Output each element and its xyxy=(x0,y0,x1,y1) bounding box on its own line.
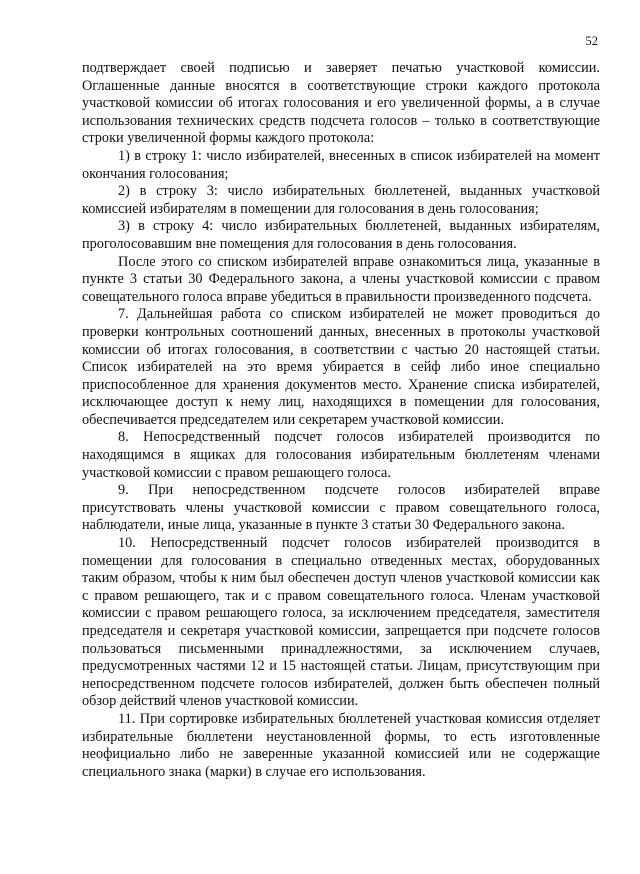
list-item-line-4: 3) в строку 4: число избирательных бюллетеней, выданных избирателям, проголосовавшим вне помещения для голосования в день голосования. xyxy=(82,218,600,252)
list-item-line-1: 1) в строку 1: число избирателей, внесенных в список избирателей на момент окончания голосования; xyxy=(82,147,600,182)
paragraph-clause-8: 8. Непосредственный подсчет голосов избирателей производится по находящимся в ящиках для голосования избирательным бюллетеням членами участковой комиссии с правом решающего голоса. xyxy=(82,429,600,481)
page-number: 52 xyxy=(585,34,598,48)
list-item-line-3: 2) в строку 3: число избирательных бюллетеней, выданных участковой комиссией избирателям в помещении для голосования в день голосования; xyxy=(82,183,600,217)
paragraph-clause-7: 7. Дальнейшая работа со списком избирателей не может проводиться до проверки контрольных соотношений данных, внесенных в протоколы участковой комиссии об итогах голосования, в соответствии с частью 20 настоящей статьи. Список избирателей на это время убирается в сейф либо иное специально приспособленное для хранения документов место. Хранение списка избирателей, исключающее доступ к нему лиц, находящихся в помещении для голосования, обеспечивается председателем или секретарем участковой комиссии. xyxy=(82,306,600,428)
paragraph-review-list: После этого со списком избирателей вправе ознакомиться лица, указанные в пункте 3 статьи 30 Федерального закона, а члены участковой комиссии с правом совещательного голоса вправе убедиться в правильности произведенного подсчета. xyxy=(82,253,600,305)
paragraph-clause-10: 10. Непосредственный подсчет голосов избирателей производится в помещении для голосования в специально отведенных местах, оборудованных таким образом, чтобы к ним был обеспечен доступ членов участковой комиссии как с правом решающего, так и с правом совещательного голоса. Членам участковой комиссии с правом решающего голоса, за исключением председателя, заместителя председателя и секретаря участковой комиссии, запрещается при подсчете голосов пользоваться письменными принадлежностями, за исключением случаев, предусмотренных частями 12 и 15 настоящей статьи. Лицам, присутствующим при непосредственном подсчете голосов избирателей, должен быть обеспечен полный обзор действий членов участковой комиссии. xyxy=(82,535,600,710)
paragraph-continuation: подтверждает своей подписью и заверяет печатью участковой комиссии. Оглашенные данные вносятся в соответствующие строки каждого протокола участковой комиссии об итогах голосования и его увеличенной формы, а в случае использования технических средств подсчета голосов – только в соответствующие строки увеличенной формы каждого протокола: xyxy=(82,60,600,147)
document-body xyxy=(82,60,600,781)
paragraph-clause-9: 9. При непосредственном подсчете голосов избирателей вправе присутствовать члены участковой комиссии с правом совещательного голоса, наблюдатели, иные лица, указанные в пункте 3 статьи 30 Федерального закона. xyxy=(82,482,600,534)
paragraph-clause-11: 11. При сортировке избирательных бюллетеней участковая комиссия отделяет избирательные бюллетени неустановленной формы, то есть изготовленные неофициально либо не заверенные указанной комиссией или не содержащие специального знака (марки) в случае его использования. xyxy=(82,710,600,780)
